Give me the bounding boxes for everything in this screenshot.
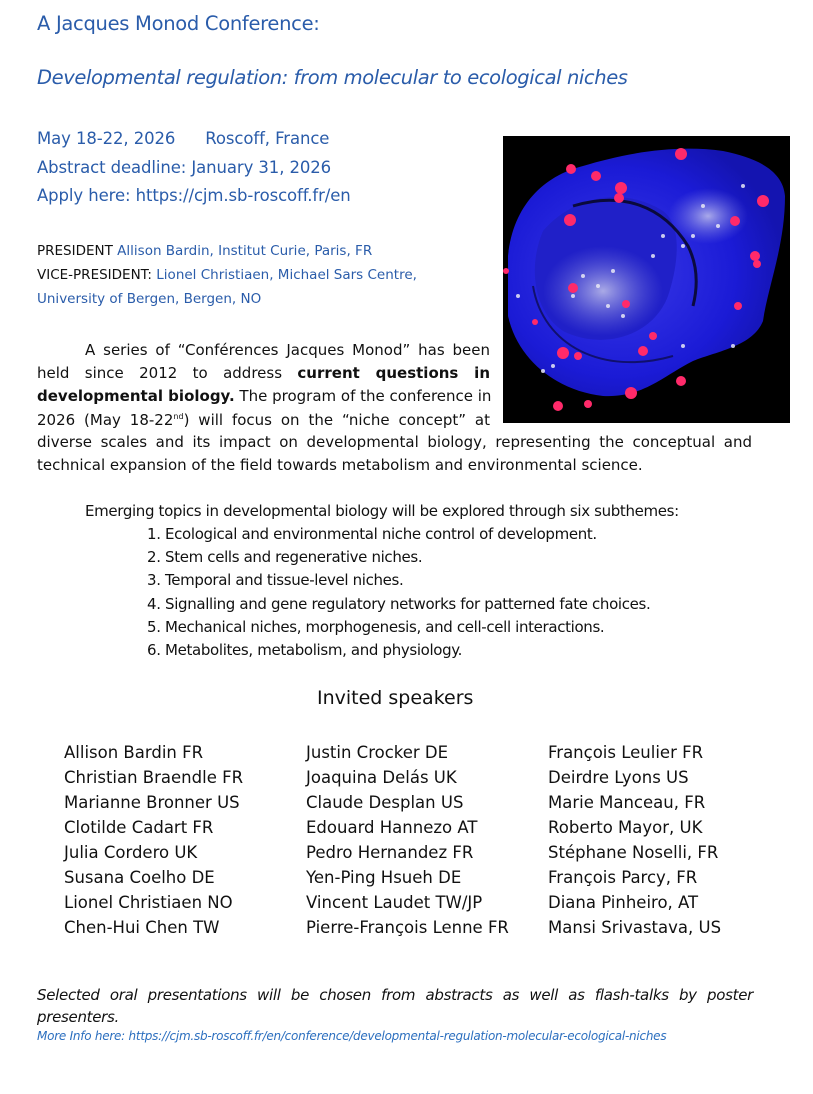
invited-speakers-heading: Invited speakers (317, 687, 474, 709)
speaker-item: François Parcy, FR (548, 868, 698, 887)
abstract-deadline: Abstract deadline: January 31, 2026 (37, 158, 332, 177)
speaker-item: Mansi Srivastava, US (548, 918, 722, 937)
speaker-item: Claude Desplan US (306, 793, 464, 812)
speaker-item: Christian Braendle FR (64, 768, 244, 787)
description-line: diverse scales and its impact on developmental biology, representing the conceptual and (37, 433, 752, 451)
subtheme-item: 4. Signalling and gene regulatory networks for patterned fate choices. (147, 594, 651, 613)
speaker-item: Roberto Mayor, UK (548, 818, 703, 837)
subtheme-item: 1. Ecological and environmental niche control of development. (147, 525, 597, 543)
closing-line: presenters. (37, 1008, 120, 1026)
closing-note (37, 984, 753, 1028)
speaker-item: Diana Pinheiro, AT (548, 893, 699, 912)
apply-link[interactable]: Apply here: https://cjm.sb-roscoff.fr/en (37, 186, 351, 205)
conference-subtitle: Developmental regulation: from molecular to ecological niches (37, 66, 628, 89)
speaker-item: Marie Manceau, FR (548, 793, 706, 812)
tissue-fluorescence-illustration (503, 136, 790, 423)
speaker-item: Deirdre Lyons US (548, 768, 689, 787)
description-text: held since 2012 to address (37, 364, 283, 383)
speaker-item: Chen-Hui Chen TW (64, 918, 220, 937)
description-line (37, 409, 490, 432)
description-line (37, 362, 490, 385)
description-text: The program of the conference in (234, 387, 492, 406)
president-line (37, 243, 372, 259)
subthemes-intro: Emerging topics in developmental biology will be explored through six subthemes: (85, 502, 679, 520)
ordinal-suffix: nd (173, 411, 184, 421)
speaker-item: Pedro Hernandez FR (306, 843, 474, 862)
president-name: Allison Bardin, Institut Curie, Paris, FR (117, 243, 373, 259)
description-text: ) will focus on the “niche concept” at (183, 410, 490, 429)
conference-location: Roscoff, France (205, 129, 330, 148)
more-info-link[interactable]: More Info here: https://cjm.sb-roscoff.fr/en/conference/developmental-regulation-molecular-ecological-niches (37, 1029, 667, 1043)
conference-dates: May 18-22, 2026 (37, 129, 176, 148)
emphasis-text: developmental biology. (37, 387, 235, 406)
speaker-item: Vincent Laudet TW/JP (306, 893, 483, 912)
closing-line: Selected oral presentations will be chosen from abstracts as well as flash-talks by poster (37, 986, 753, 1004)
vice-president-name: Lionel Christiaen, Michael Sars Centre, (156, 267, 417, 283)
description-text: 2026 (May 18-22 (37, 410, 174, 429)
vice-president-label: VICE-PRESIDENT: (37, 267, 152, 283)
speakers-column-1 (64, 740, 243, 940)
speaker-item: Yen-Ping Hsueh DE (306, 868, 462, 887)
speaker-item: François Leulier FR (548, 743, 704, 762)
vice-president-line (37, 267, 417, 283)
description-paragraph-intro (37, 339, 490, 432)
vice-president-affiliation: University of Bergen, Bergen, NO (37, 291, 262, 307)
speaker-item: Allison Bardin FR (64, 743, 204, 762)
description-paragraph-continued (37, 431, 752, 477)
subtheme-item: 3. Temporal and tissue-level niches. (147, 571, 404, 590)
speaker-item: Justin Crocker DE (306, 743, 449, 762)
speaker-item: Clotilde Cadart FR (64, 818, 214, 837)
subtheme-item: 5. Mechanical niches, morphogenesis, and cell-cell interactions. (147, 617, 605, 636)
speaker-item: Edouard Hannezo AT (306, 818, 478, 837)
description-line (37, 385, 490, 408)
subtheme-item: 6. Metabolites, metabolism, and physiology. (147, 640, 463, 659)
dates-location (37, 129, 329, 148)
speaker-item: Joaquina Delás UK (306, 768, 457, 787)
subtheme-item: 2. Stem cells and regenerative niches. (147, 548, 423, 567)
description-line: A series of “Conférences Jacques Monod” has been (85, 341, 490, 359)
microscopy-image (503, 136, 790, 423)
speaker-item: Julia Cordero UK (64, 843, 198, 862)
president-label: PRESIDENT (37, 243, 113, 259)
emphasis-text: current questions in (297, 364, 490, 383)
speaker-item: Susana Coelho DE (64, 868, 215, 887)
description-line: technical expansion of the field towards metabolism and environmental science. (37, 456, 643, 475)
speakers-column-2 (306, 740, 509, 940)
speaker-item: Stéphane Noselli, FR (548, 843, 719, 862)
speakers-column-3 (548, 740, 721, 940)
conference-series-title: A Jacques Monod Conference: (37, 12, 320, 35)
speaker-item: Lionel Christiaen NO (64, 893, 233, 912)
subthemes-list (147, 524, 650, 663)
speaker-item: Pierre-François Lenne FR (306, 918, 509, 937)
speaker-item: Marianne Bronner US (64, 793, 240, 812)
